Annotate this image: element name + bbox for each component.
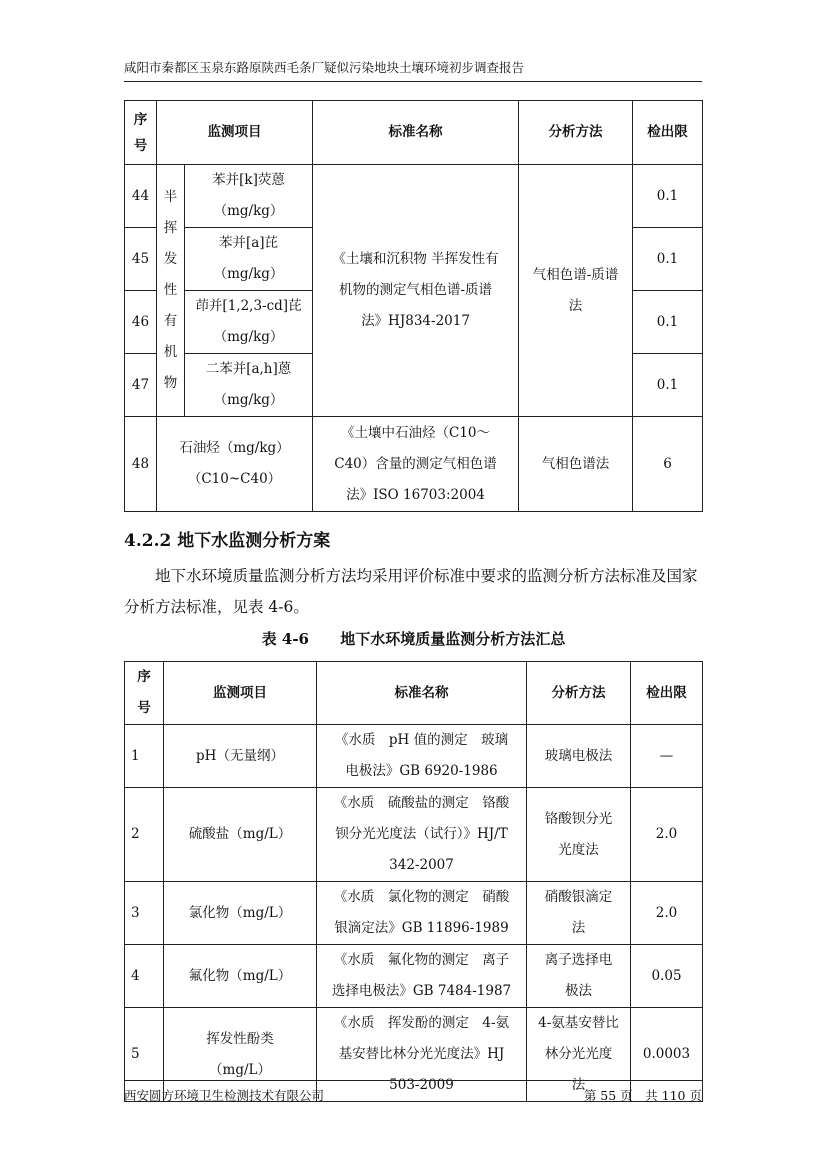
header-divider (124, 81, 702, 82)
header-no: 序号 (125, 662, 164, 725)
detection-limit: 0.0003 (631, 1008, 703, 1102)
monitoring-item: pH（无量纲） (164, 725, 317, 788)
section-heading: 4.2.2 地下水监测分析方案 (124, 531, 331, 551)
table-row (125, 165, 703, 228)
header-limit: 检出限 (633, 101, 703, 165)
monitoring-item: 茚并[1,2,3-cd]芘 （mg/kg） (185, 291, 313, 354)
row-no: 45 (125, 228, 157, 291)
header-method: 分析方法 (527, 662, 631, 725)
analysis-method: 铬酸钡分光 光度法 (527, 788, 631, 882)
analysis-method: 气相色谱法 (519, 417, 633, 512)
header-method: 分析方法 (519, 101, 633, 165)
row-no: 5 (125, 1008, 164, 1102)
group-label-semivolatile: 半 挥 发 性 有 机 物 (157, 165, 185, 417)
groundwater-methods-table (124, 661, 703, 1102)
header-item: 监测项目 (157, 101, 313, 165)
monitoring-item: 苯并[k]荧蒽 （mg/kg） (185, 165, 313, 228)
header-item: 监测项目 (164, 662, 317, 725)
table-row (125, 882, 703, 945)
table-row (125, 725, 703, 788)
footer-company: 西安圆方环境卫生检测技术有限公司 (124, 1088, 325, 1103)
header-std: 标准名称 (313, 101, 519, 165)
detection-limit: 2.0 (631, 788, 703, 882)
row-no: 1 (125, 725, 164, 788)
shared-method: 气相色谱-质谱 法 (519, 165, 633, 417)
footer-divider (124, 1080, 702, 1081)
detection-limit: — (631, 725, 703, 788)
monitoring-item: 挥发性酚类 （mg/L） (164, 1008, 317, 1102)
standard-name: 《水质 硫酸盐的测定 铬酸 钡分光光度法（试行）》HJ/T 342-2007 (317, 788, 527, 882)
analysis-method: 玻璃电极法 (527, 725, 631, 788)
row-no: 46 (125, 291, 157, 354)
standard-name: 《水质 挥发酚的测定 4-氨 基安替比林分光光度法》HJ 503-2009 (317, 1008, 527, 1102)
detection-limit: 6 (633, 417, 703, 512)
row-no: 44 (125, 165, 157, 228)
monitoring-item: 氯化物（mg/L） (164, 882, 317, 945)
analysis-method: 硝酸银滴定 法 (527, 882, 631, 945)
soil-methods-table-continued (124, 100, 703, 512)
standard-name: 《水质 氯化物的测定 硝酸 银滴定法》GB 11896-1989 (317, 882, 527, 945)
row-no: 2 (125, 788, 164, 882)
report-header-title: 咸阳市秦都区玉泉东路原陕西毛条厂疑似污染地块土壤环境初步调查报告 (124, 60, 525, 75)
shared-standard: 《土壤和沉积物 半挥发性有 机物的测定气相色谱-质谱 法》HJ834-2017 (313, 165, 519, 417)
standard-name: 《土壤中石油烃（C10～ C40）含量的测定气相色谱 法》ISO 16703:2004 (313, 417, 519, 512)
detection-limit: 0.1 (633, 354, 703, 417)
detection-limit: 0.05 (631, 945, 703, 1008)
detection-limit: 0.1 (633, 228, 703, 291)
standard-name: 《水质 氟化物的测定 离子 选择电极法》GB 7484-1987 (317, 945, 527, 1008)
monitoring-item: 二苯并[a,h]蒽 （mg/kg） (185, 354, 313, 417)
monitoring-item: 硫酸盐（mg/L） (164, 788, 317, 882)
monitoring-item: 氟化物（mg/L） (164, 945, 317, 1008)
row-no: 48 (125, 417, 157, 512)
table-caption: 表 4-6 地下水环境质量监测分析方法汇总 (261, 630, 566, 648)
monitoring-item: 石油烃（mg/kg） （C10~C40） (157, 417, 313, 512)
detection-limit: 2.0 (631, 882, 703, 945)
analysis-method: 4-氨基安替比 林分光光度 法 (527, 1008, 631, 1102)
row-no: 4 (125, 945, 164, 1008)
header-no: 序号 (125, 101, 157, 165)
monitoring-item: 苯并[a]芘 （mg/kg） (185, 228, 313, 291)
analysis-method: 离子选择电 极法 (527, 945, 631, 1008)
table-row (125, 417, 703, 512)
detection-limit: 0.1 (633, 165, 703, 228)
footer-page-number: 第 55 页 共 110 页 (583, 1088, 702, 1103)
table-row (125, 945, 703, 1008)
header-limit: 检出限 (631, 662, 703, 725)
row-no: 47 (125, 354, 157, 417)
detection-limit: 0.1 (633, 291, 703, 354)
row-no: 3 (125, 882, 164, 945)
header-std: 标准名称 (317, 662, 527, 725)
table-row (125, 788, 703, 882)
section-paragraph: 地下水环境质量监测分析方法均采用评价标准中要求的监测分析方法标准及国家分析方法标准，见表 4-6。 (124, 567, 698, 616)
standard-name: 《水质 pH 值的测定 玻璃 电极法》GB 6920-1986 (317, 725, 527, 788)
